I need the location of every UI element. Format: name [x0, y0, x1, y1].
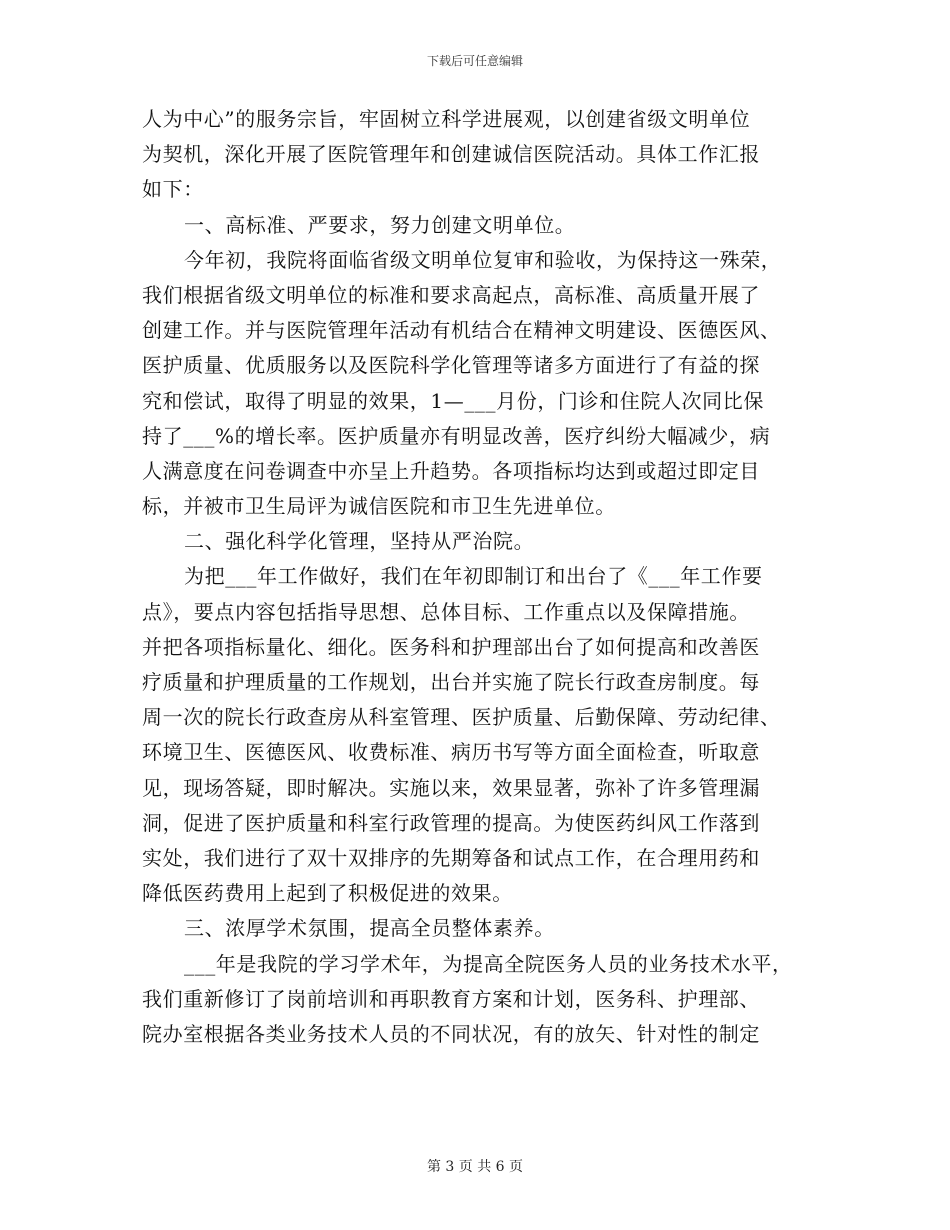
page-number: 第 3 页 共 6 页	[426, 1159, 524, 1175]
text-line: 医护质量、优质服务以及医院科学化管理等诸多方面进行了有益的探	[142, 353, 760, 378]
text-line: 持了___%的增长率。医护质量亦有明显改善，医疗纠纷大幅减少，病	[142, 423, 771, 448]
text-line: 降低医药费用上起到了积极促进的效果。	[142, 881, 513, 906]
text-line: 为把___年工作做好，我们在年初即制订和出台了《___年工作要	[184, 564, 763, 589]
page-header	[0, 52, 950, 70]
text-line: 实处，我们进行了双十双排序的先期筹备和试点工作，在合理用药和	[142, 845, 760, 870]
text-line: 洞，促进了医护质量和科室行政管理的提高。为使医药纠风工作落到	[142, 810, 760, 835]
text-line: 一、高标准、严要求，努力创建文明单位。	[184, 212, 576, 237]
text-line: 二、强化科学化管理，坚持从严治院。	[184, 529, 535, 554]
text-line: 三、浓厚学术氛围，提高全员整体素养。	[184, 916, 555, 941]
text-line: 见，现场答疑，即时解决。实施以来，效果显著，弥补了许多管理漏	[142, 775, 760, 800]
text-line: 如下：	[142, 177, 204, 202]
header-text: 下载后可任意编辑	[426, 54, 523, 68]
text-line: 疗质量和护理质量的工作规划，出台并实施了院长行政查房制度。每	[142, 670, 760, 694]
text-line: 我们重新修订了岗前培训和再职教育方案和计划，医务科、护理部、	[142, 986, 760, 1011]
text-line: 标，并被市卫生局评为诚信医院和市卫生先进单位。	[142, 494, 616, 519]
text-line: 究和偿试，取得了明显的效果，1—___月份，门诊和住院人次同比保	[142, 388, 764, 413]
text-line: 我们根据省级文明单位的标准和要求高起点，高标准、高质量开展了	[142, 282, 760, 307]
text-line: 院办室根据各类业务技术人员的不同状况，有的放矢、针对性的制定	[142, 1021, 760, 1046]
text-line: 并把各项指标量化、细化。医务科和护理部出台了如何提高和改善医	[142, 634, 760, 659]
text-line: 人满意度在问卷调查中亦呈上升趋势。各项指标均达到或超过即定目	[142, 458, 760, 483]
text-line: 周一次的院长行政查房从科室管理、医护质量、后勤保障、劳动纪律、	[142, 705, 781, 730]
text-line: 环境卫生、医德医风、收费标准、病历书写等方面全面检查，听取意	[142, 740, 760, 765]
document-body	[142, 102, 822, 1052]
text-line: 创建工作。并与医院管理年活动有机结合在精神文明建设、医德医风、	[142, 318, 781, 343]
text-line: 为契机，深化开展了医院管理年和创建诚信医院活动。具体工作汇报	[142, 142, 760, 167]
text-line: 点》，要点内容包括指导思想、总体目标、工作重点以及保障措施。	[142, 599, 750, 624]
page-footer	[0, 1157, 950, 1177]
text-line: 人为中心”的服务宗旨，牢固树立科学进展观，以创建省级文明单位	[142, 107, 751, 131]
text-line: 今年初，我院将面临省级文明单位复审和验收，为保持这一殊荣，	[184, 247, 782, 272]
text-line: ___年是我院的学习学术年，为提高全院医务人员的业务技术水平，	[184, 951, 793, 976]
